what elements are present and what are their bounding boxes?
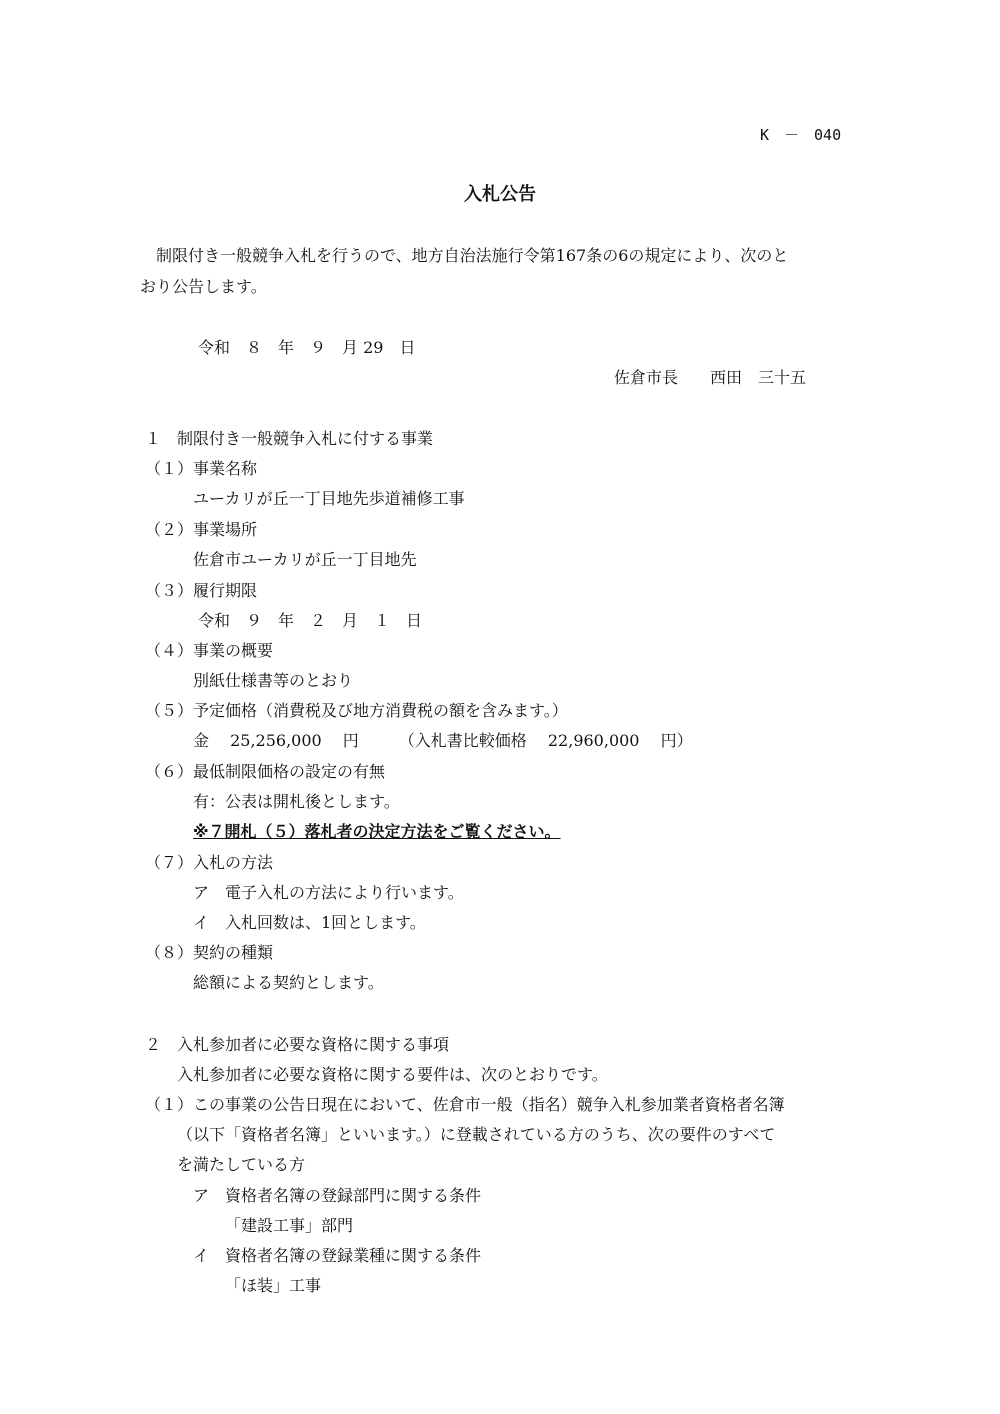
notice-reference: ※７開札（５）落札者の決定方法をご覧ください。 <box>193 822 561 841</box>
item-label: （６）最低制限価格の設定の有無 <box>145 762 386 781</box>
page-title: 入札公告 <box>464 184 536 205</box>
item-value: ユーカリが丘一丁目地先歩道補修工事 <box>193 489 465 508</box>
intro-line-2: おり公告します。 <box>140 277 267 296</box>
issuer-name: 佐倉市長 西田 三十五 <box>614 368 807 387</box>
intro-line-1: 制限付き一般競争入札を行うので、地方自治法施行令第167条の6の規定により、次のと <box>140 246 789 265</box>
item-value: 有：公表は開札後とします。 <box>193 792 400 811</box>
section2-heading: ２ 入札参加者に必要な資格に関する事項 <box>145 1035 450 1054</box>
item-value: 令和 ９ 年 ２ 月 １ 日 <box>198 611 423 630</box>
section2-lead: 入札参加者に必要な資格に関する要件は、次のとおりです。 <box>177 1065 608 1084</box>
item-value: を満たしている方 <box>177 1155 306 1174</box>
item-label: （８）契約の種類 <box>145 943 274 962</box>
item-label: （２）事業場所 <box>145 520 258 539</box>
item-label: （５）予定価格（消費税及び地方消費税の額を含みます。） <box>145 701 568 720</box>
item-value: 別紙仕様書等のとおり <box>193 671 354 690</box>
sub-item-label: イ 資格者名簿の登録業種に関する条件 <box>193 1246 482 1265</box>
item-value: 佐倉市ユーカリが丘一丁目地先 <box>193 550 417 569</box>
item-label: （１）この事業の公告日現在において、佐倉市一般（指名）競争入札参加業者資格者名簿 <box>145 1095 785 1114</box>
item-value: 総額による契約とします。 <box>193 973 384 992</box>
item-label: （７）入札の方法 <box>145 853 274 872</box>
sub-item-value: 「ほ装」工事 <box>225 1276 322 1295</box>
document-number: K － 040 <box>760 126 842 144</box>
item-value: ア 電子入札の方法により行います。 <box>193 883 464 902</box>
item-label: （３）履行期限 <box>145 581 258 600</box>
announcement-date: 令和 ８ 年 ９ 月 29 日 <box>198 338 416 357</box>
price-line: 金 25,256,000 円 （入札書比較価格 22,960,000 円） <box>193 731 693 750</box>
item-value: （以下「資格者名簿」といいます。）に登載されている方のうち、次の要件のすべて <box>177 1125 776 1144</box>
section1-heading: １ 制限付き一般競争入札に付する事業 <box>145 429 434 448</box>
sub-item-label: ア 資格者名簿の登録部門に関する条件 <box>193 1186 482 1205</box>
sub-item-value: 「建設工事」部門 <box>225 1216 354 1235</box>
item-label: （１）事業名称 <box>145 459 258 478</box>
item-label: （４）事業の概要 <box>145 641 274 660</box>
item-value: イ 入札回数は、1回とします。 <box>193 913 426 932</box>
